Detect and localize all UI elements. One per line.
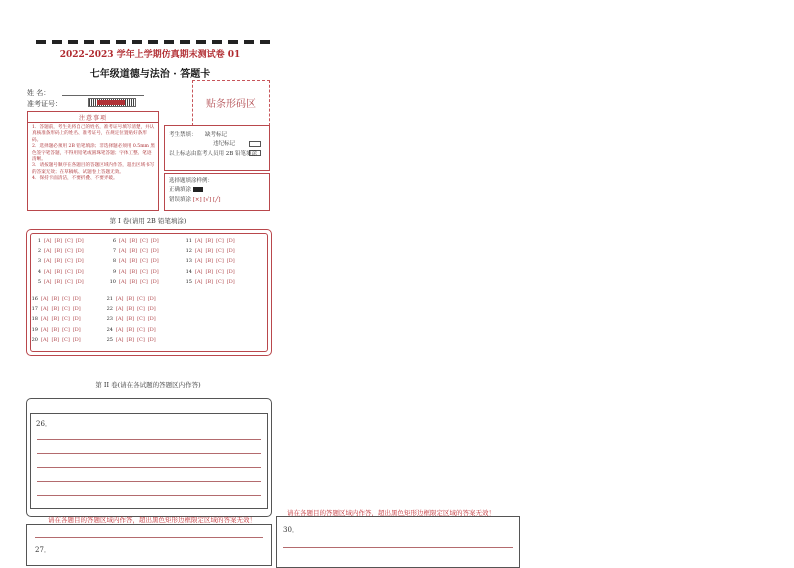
choice-bubble[interactable]: [A] [116,326,124,333]
choice-bubble[interactable]: [C] [140,258,148,265]
choice-bubble[interactable]: [A] [119,278,127,285]
choice-bubble[interactable]: [A] [116,296,124,302]
choice-bubble[interactable]: [A] [119,238,127,244]
question-number: 19 [31,326,38,333]
choice-bubble[interactable]: [C] [140,268,148,275]
choice-bubble[interactable]: [A] [195,278,203,285]
choice-bubble[interactable]: [B] [126,316,135,323]
choice-bubble[interactable]: [B] [205,258,214,265]
choice-bubble[interactable]: [A] [44,258,52,265]
choice-bubble[interactable]: [A] [41,306,49,313]
notice-item: 1．答题前，考生先将自己的姓名，准考证号填写清楚，并认真核准条形码上的姓名、准考证号，在规定位置贴好条形码。 [32,125,155,143]
choice-bubble[interactable]: [A] [44,268,52,275]
choice-bubble[interactable]: [C] [62,316,70,323]
choice-bubble[interactable]: [A] [195,238,203,244]
choice-row [183,258,238,264]
choice-bubble[interactable]: [D] [147,306,156,313]
choice-bubble[interactable]: [D] [150,238,159,244]
choice-bubble[interactable]: [B] [205,268,214,275]
answer-zone-warning: 请在各题目的答题区域内作答，超出黑色矩形边框限定区域的答案无效！ [48,516,256,524]
choice-bubble[interactable]: [D] [147,336,156,343]
choice-bubble[interactable]: [B] [51,306,60,313]
notice-title: 注意事项 [78,115,107,122]
notice-item: 3．请按题号顺序在各题目的答题区域内作答，超出区域书写的答案无效；在草稿纸、试题卷上答题无效。 [32,163,155,175]
choice-bubble[interactable]: [B] [51,296,60,302]
choice-bubble[interactable]: [A] [44,248,52,255]
answer-zone-warning-right: 请在各题目的答题区域内作答，超出黑色矩形边框限定区域的答案无效！ [287,509,495,517]
choice-bubble[interactable]: [B] [126,296,135,302]
choice-bubble[interactable]: [A] [116,306,124,313]
name-field[interactable] [62,95,144,96]
question-number: 6 [112,238,116,244]
choice-bubble[interactable]: [B] [54,278,63,285]
choice-bubble[interactable]: [A] [41,336,49,343]
choice-bubble[interactable]: [A] [116,336,124,343]
choice-row [107,269,162,275]
choice-row [183,238,238,244]
candidate-label: 考生禁填： [169,132,197,138]
choice-bubble[interactable]: [C] [65,258,73,265]
choice-bubble[interactable]: [C] [140,278,148,285]
choice-bubble[interactable]: [C] [62,296,70,302]
choice-row [29,316,84,322]
choice-bubble[interactable]: [D] [72,336,81,343]
choice-bubble[interactable]: [D] [75,238,84,244]
choice-bubble[interactable]: [D] [226,248,235,255]
choice-bubble[interactable]: [C] [216,278,224,285]
choice-bubble[interactable]: [B] [51,326,60,333]
choice-bubble[interactable]: [A] [119,258,127,265]
name-label: 姓 名： [27,89,51,97]
choice-bubble[interactable]: [D] [147,296,156,302]
notice-box [27,111,159,211]
choice-bubble[interactable]: [A] [44,278,52,285]
choice-bubble[interactable]: [C] [137,296,145,302]
choice-bubble[interactable]: [C] [216,268,224,275]
choice-bubble[interactable]: [A] [41,296,49,302]
choice-bubble[interactable]: [D] [147,326,156,333]
sample-title: 选择题填涂样例： [169,178,214,184]
choice-bubble[interactable]: [C] [216,258,224,265]
answer-line[interactable] [37,495,261,496]
question-number: 20 [31,336,38,343]
choice-bubble[interactable]: [D] [226,238,235,244]
choice-row [29,337,84,343]
question-number: 5 [37,278,41,285]
question-number: 3 [37,258,41,265]
choice-row [183,279,238,285]
choice-bubble[interactable]: [B] [129,278,138,285]
choice-bubble[interactable]: [B] [54,248,63,255]
q27-label: 27． [35,546,51,554]
barcode-area [192,80,270,126]
choice-row [107,258,162,264]
choice-bubble[interactable]: [C] [140,248,148,255]
choice-bubble[interactable]: [A] [119,248,127,255]
choice-row [32,269,87,275]
choice-row [32,258,87,264]
correct-fill-mark [193,187,203,192]
question-number: 18 [31,316,38,323]
section1-title: 第 I 卷(请用 2B 铅笔填涂) [109,217,187,225]
choice-bubble[interactable]: [B] [51,336,60,343]
subject-title: 七年级道德与法治 · 答题卡 [89,69,211,80]
answer-line[interactable] [37,453,261,454]
choice-bubble[interactable]: [A] [41,326,49,333]
choice-bubble[interactable]: [D] [75,278,84,285]
examiner-note: 以上标志由监考人员用 2B 铅笔填涂 [169,151,258,157]
choice-row [32,279,87,285]
question-number: 10 [109,278,116,285]
choice-bubble[interactable]: [B] [54,268,63,275]
q30-label: 30． [283,526,299,534]
choice-bubble[interactable]: [C] [65,248,73,255]
choice-bubble[interactable]: [D] [72,326,81,333]
choice-row [29,306,84,312]
choice-row [32,248,87,254]
choice-bubble[interactable]: [C] [137,316,145,323]
question-number: 15 [185,278,192,285]
answer-line[interactable] [283,547,513,548]
question-number: 11 [185,238,192,244]
choice-bubble[interactable]: [D] [150,278,159,285]
choice-bubble[interactable]: [B] [129,258,138,265]
choice-row [104,316,159,322]
examiner-box [164,125,270,171]
wrong-label: 错误填涂 [169,197,192,203]
question-number: 14 [185,268,192,275]
question-number: 4 [37,268,41,275]
choice-bubble[interactable]: [C] [137,336,145,343]
choice-bubble[interactable]: [C] [62,306,70,313]
answer-line[interactable] [35,537,263,538]
choice-bubble[interactable]: [B] [205,248,214,255]
choice-bubble[interactable]: [B] [54,238,63,244]
choice-row [107,248,162,254]
violation-label: 违纪标记 [213,141,236,147]
choice-bubble[interactable]: [D] [75,268,84,275]
choice-bubble[interactable]: [D] [150,258,159,265]
question-number: 23 [106,316,113,323]
choice-bubble[interactable]: [C] [216,238,224,244]
choice-bubble[interactable]: [A] [44,238,52,244]
answer-line[interactable] [37,481,261,482]
choice-row [104,337,159,343]
barcode-label: 贴条形码区 [206,99,256,110]
choice-bubble[interactable]: [D] [72,296,81,302]
choice-bubble[interactable]: [D] [72,306,81,313]
question-number: 25 [106,336,113,343]
choice-bubble[interactable]: [C] [137,306,145,313]
question-number: 22 [106,306,113,313]
choice-bubble[interactable]: [C] [140,238,148,244]
choice-bubble[interactable]: [C] [216,248,224,255]
choice-row [32,238,87,244]
choice-row [107,238,162,244]
choice-bubble[interactable]: [C] [65,238,73,244]
notice-item: 4．保持卡面清洁，不要折叠、不要弄破。 [32,176,118,182]
answer-area-30 [276,516,520,568]
question-number: 7 [112,248,116,255]
choice-bubble[interactable]: [B] [126,326,135,333]
choice-bubble[interactable]: [C] [62,336,70,343]
ticket-number-field[interactable] [88,98,136,107]
choice-bubble[interactable]: [D] [226,268,235,275]
choice-bubble[interactable]: [D] [75,258,84,265]
choice-bubble[interactable]: [D] [147,316,156,323]
answer-line[interactable] [37,467,261,468]
exam-title: 2022-2023 学年上学期仿真期末测试卷 01 [59,50,241,60]
choice-row [183,269,238,275]
absent-label: 缺考标记 [205,132,228,138]
q26-label: 26． [36,420,52,428]
choice-bubble[interactable]: [D] [226,258,235,265]
choice-bubble[interactable]: [B] [126,336,135,343]
question-number: 9 [112,268,116,275]
choice-bubble[interactable]: [D] [150,248,159,255]
choice-bubble[interactable]: [A] [195,268,203,275]
choice-bubble[interactable]: [A] [116,316,124,323]
wrong-marks: [×] [√] [╱] [192,197,221,203]
choice-row [107,279,162,285]
question-number: 2 [37,248,41,255]
answer-area-27 [26,524,272,566]
choice-bubble[interactable]: [A] [195,258,203,265]
choice-bubble[interactable]: [B] [126,306,135,313]
choice-bubble[interactable]: [C] [137,326,145,333]
ticket-label: 准考证号： [27,100,62,108]
choice-bubble[interactable]: [B] [129,268,138,275]
answer-area-26 [26,398,272,517]
choice-bubble[interactable]: [C] [62,326,70,333]
choice-bubble[interactable]: [A] [119,268,127,275]
top-dash-bar [36,40,268,45]
question-number: 24 [106,326,113,333]
question-number: 12 [185,248,192,255]
choice-row [183,248,238,254]
question-number: 16 [31,296,38,302]
choice-bubble[interactable]: [B] [129,248,138,255]
correct-label: 正确填涂 [169,187,192,193]
choice-row [29,327,84,333]
question-number: 21 [106,296,113,302]
choice-bubble[interactable]: [B] [54,258,63,265]
choice-bubble[interactable]: [B] [129,238,138,244]
choice-bubble[interactable]: [D] [226,278,235,285]
section2-title: 第 II 卷(请在各试题的答题区内作答) [95,381,201,389]
fill-sample-box [164,173,270,211]
question-number: 1 [37,238,41,244]
question-number: 13 [185,258,192,265]
answer-line[interactable] [37,439,261,440]
choice-bubble[interactable]: [D] [75,248,84,255]
choice-bubble[interactable]: [C] [65,278,73,285]
choice-bubble[interactable]: [D] [72,316,81,323]
notice-item: 2．选择题必须用 2B 铅笔填涂；非选择题必须用 0.5mm 黑色签字笔答题，不得用铅笔或圆珠笔答题；字体工整、笔迹清晰。 [32,144,155,163]
choice-row [104,306,159,312]
choice-bubble[interactable]: [B] [205,238,214,244]
choice-bubble[interactable]: [A] [195,248,203,255]
choice-bubble[interactable]: [D] [150,268,159,275]
question-number: 8 [112,258,116,265]
question-number: 17 [31,306,38,313]
choice-bubble[interactable]: [B] [51,316,60,323]
choice-row [104,327,159,333]
choice-row [29,296,84,302]
choice-bubble[interactable]: [C] [65,268,73,275]
choice-bubble[interactable]: [B] [205,278,214,285]
choice-row [104,296,159,302]
choice-bubble[interactable]: [A] [41,316,49,323]
